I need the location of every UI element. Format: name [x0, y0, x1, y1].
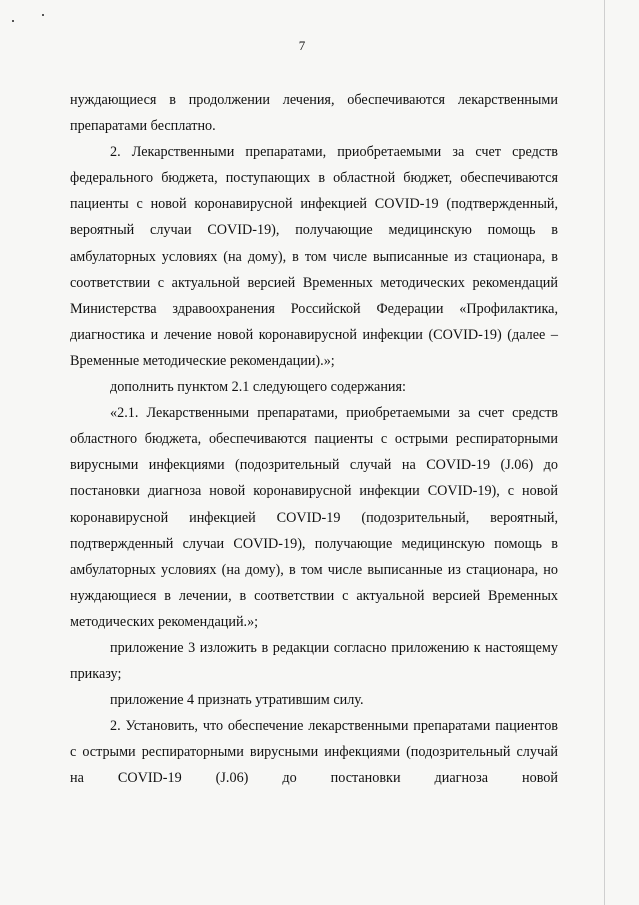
document-body	[70, 87, 558, 792]
scan-artifact	[42, 14, 44, 16]
paragraph: «2.1. Лекарственными препаратами, приобретаемыми за счет средств областного бюджета, обеспечиваются пациенты с острыми респираторными вирусными инфекциями (подозрительный случай на COVID-19 (J.06) до постановки диагноза новой коронавирусной инфекции COVID-19), с новой коронавирусной инфекцией COVID-19 (подозрительный, вероятный, подтвержденный случаи COVID-19), получающие медицинскую помощь в амбулаторных условиях (на дому), в том числе выписанные из стационара, но нуждающиеся в лечении, в соответствии с актуальной версией Временных методических рекомендаций.»;	[70, 405, 558, 630]
scan-artifact	[12, 20, 14, 22]
paragraph: 2. Установить, что обеспечение лекарственными препаратами пациентов с острыми респираторными вирусными инфекциями (подозрительный случай на COVID-19 (J.06) до постановки диагноза новой	[70, 718, 558, 787]
paragraph: нуждающиеся в продолжении лечения, обеспечиваются лекарственными препаратами бесплатно.	[70, 92, 558, 135]
paragraph: дополнить пунктом 2.1 следующего содержания:	[110, 379, 406, 396]
scan-edge-line	[604, 0, 605, 905]
paragraph: приложение 3 изложить в редакции согласно приложению к настоящему приказу;	[70, 639, 558, 683]
paragraph: 2. Лекарственными препаратами, приобретаемыми за счет средств федерального бюджета, поступающих в областной бюджет, обеспечиваются пациенты с новой коронавирусной инфекцией COVID-19 (подтвержденный, вероятный случаи COVID-19), получающие медицинскую помощь в амбулаторных условиях (на дому), в том числе выписанные из стационара, в соответствии с актуальной версией Временных методических рекомендаций Министерства здравоохранения Российской Федерации «Профилактика, диагностика и лечение новой коронавирусной инфекции (COVID-19) (далее – Временные методические рекомендации).»;	[70, 144, 558, 369]
paragraph: приложение 4 признать утратившим силу.	[110, 692, 364, 709]
page-number: 7	[298, 38, 306, 53]
